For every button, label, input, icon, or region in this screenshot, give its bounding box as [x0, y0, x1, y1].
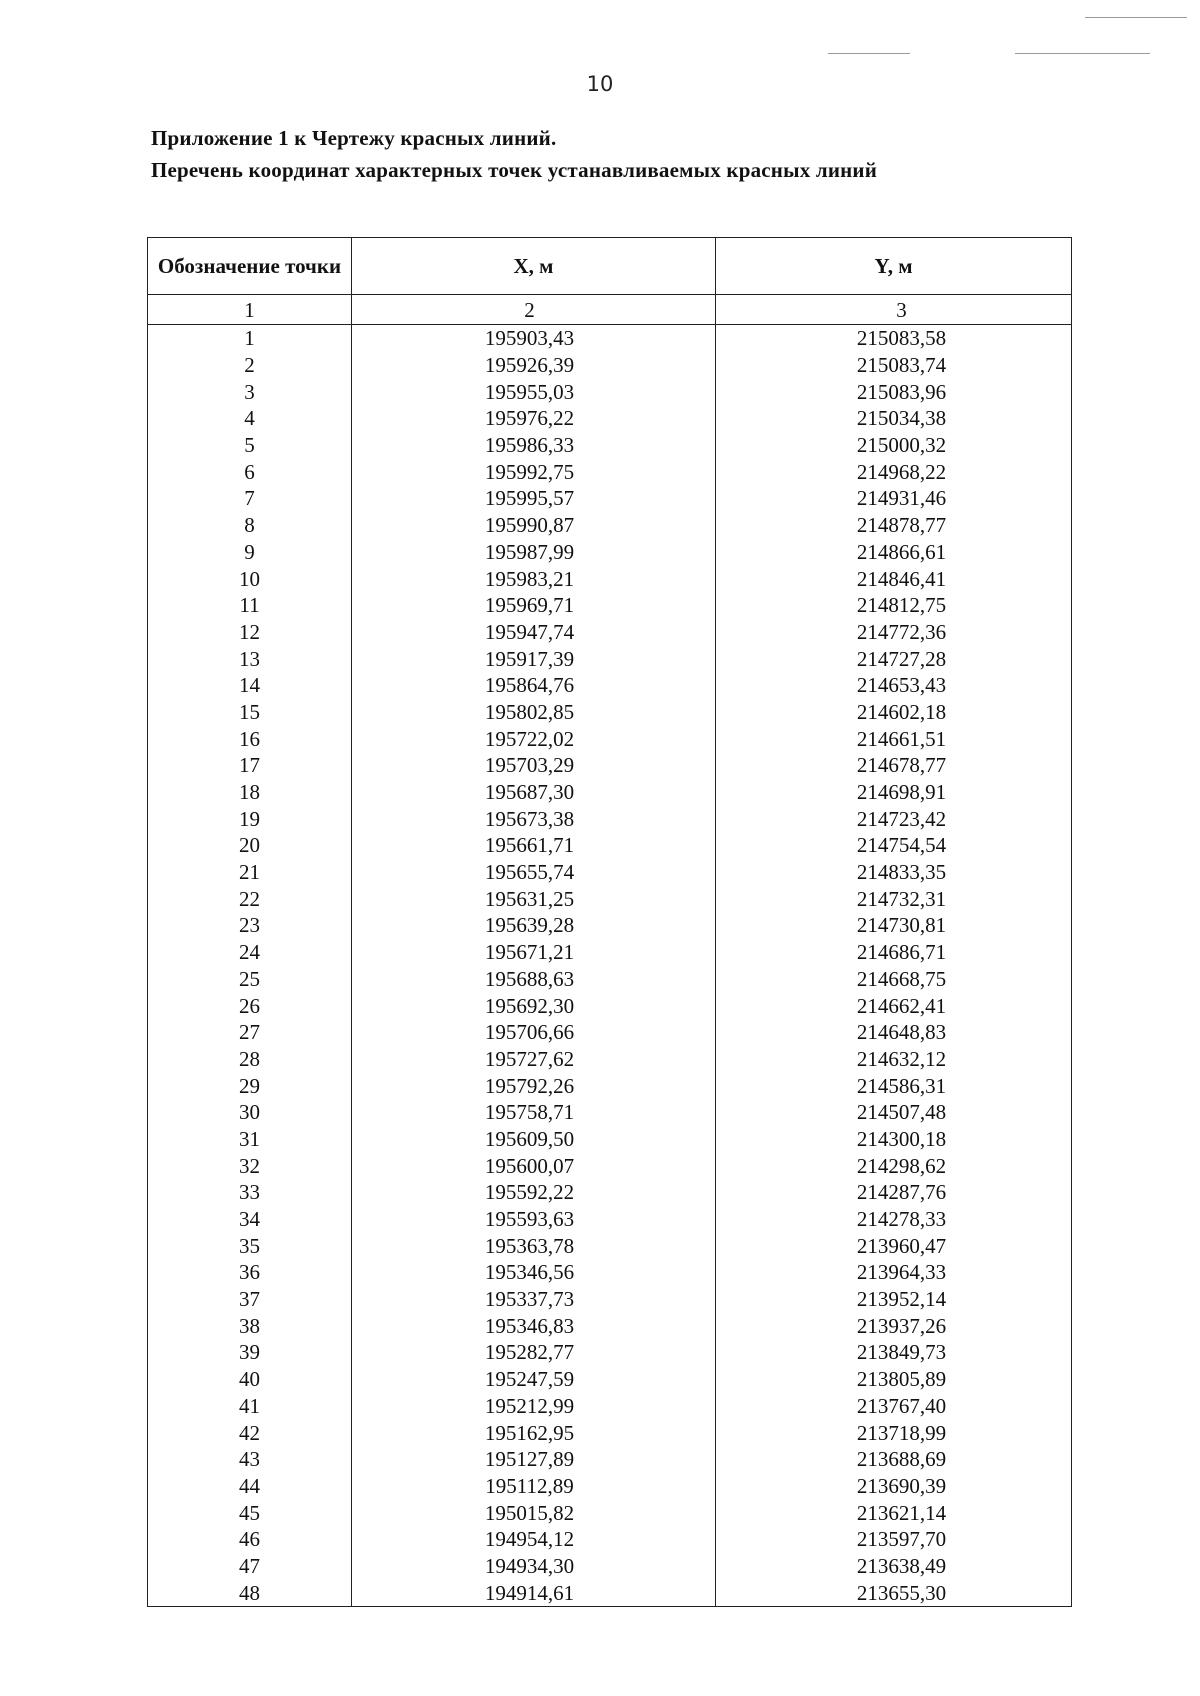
- point-id-cell: 48: [148, 1579, 352, 1606]
- x-coordinate-cell: 195903,43: [352, 325, 716, 352]
- y-coordinate-cell: 214833,35: [716, 859, 1072, 886]
- table-row: [148, 1232, 1072, 1259]
- y-coordinate-cell: 214732,31: [716, 885, 1072, 912]
- table-header: [148, 238, 1072, 325]
- point-id-cell: 42: [148, 1419, 352, 1446]
- table-row: [148, 1419, 1072, 1446]
- table-row: [148, 405, 1072, 432]
- point-id-cell: 11: [148, 592, 352, 619]
- y-coordinate-cell: 214287,76: [716, 1179, 1072, 1206]
- x-coordinate-cell: 195247,59: [352, 1366, 716, 1393]
- point-id-cell: 1: [148, 325, 352, 352]
- page-number: 10: [586, 72, 614, 96]
- y-coordinate-cell: 214931,46: [716, 485, 1072, 512]
- point-id-cell: 29: [148, 1072, 352, 1099]
- table-row: [148, 1526, 1072, 1553]
- y-coordinate-cell: 214730,81: [716, 912, 1072, 939]
- table-row: [148, 1072, 1072, 1099]
- x-coordinate-cell: 195592,22: [352, 1179, 716, 1206]
- point-id-cell: 13: [148, 645, 352, 672]
- table-row: [148, 485, 1072, 512]
- point-id-cell: 26: [148, 992, 352, 1019]
- x-coordinate-cell: 195337,73: [352, 1286, 716, 1313]
- table-row: [148, 939, 1072, 966]
- header-y: Y, м: [716, 238, 1072, 295]
- point-id-cell: 7: [148, 485, 352, 512]
- x-coordinate-cell: 195917,39: [352, 645, 716, 672]
- x-coordinate-cell: 195802,85: [352, 699, 716, 726]
- point-id-cell: 3: [148, 378, 352, 405]
- x-coordinate-cell: 195976,22: [352, 405, 716, 432]
- y-coordinate-cell: 213952,14: [716, 1286, 1072, 1313]
- x-coordinate-cell: 195631,25: [352, 885, 716, 912]
- header-point-designation: Обозначение точки: [148, 238, 352, 295]
- table-row: [148, 1019, 1072, 1046]
- table-row: [148, 966, 1072, 993]
- x-coordinate-cell: 195688,63: [352, 966, 716, 993]
- table-row: [148, 1179, 1072, 1206]
- table-row: [148, 592, 1072, 619]
- y-coordinate-cell: 213638,49: [716, 1553, 1072, 1580]
- x-coordinate-cell: 195986,33: [352, 432, 716, 459]
- point-id-cell: 45: [148, 1499, 352, 1526]
- y-coordinate-cell: 213937,26: [716, 1312, 1072, 1339]
- x-coordinate-cell: 195703,29: [352, 752, 716, 779]
- table-body: [148, 325, 1072, 1607]
- y-coordinate-cell: 213597,70: [716, 1526, 1072, 1553]
- y-coordinate-cell: 214662,41: [716, 992, 1072, 1019]
- table-row: [148, 352, 1072, 379]
- y-coordinate-cell: 214878,77: [716, 512, 1072, 539]
- y-coordinate-cell: 213688,69: [716, 1446, 1072, 1473]
- y-coordinate-cell: 213805,89: [716, 1366, 1072, 1393]
- scan-artifact-top-right-2: [1015, 53, 1150, 54]
- x-coordinate-cell: 195015,82: [352, 1499, 716, 1526]
- point-id-cell: 12: [148, 619, 352, 646]
- x-coordinate-cell: 195162,95: [352, 1419, 716, 1446]
- table-row: [148, 1446, 1072, 1473]
- x-coordinate-cell: 194954,12: [352, 1526, 716, 1553]
- y-coordinate-cell: 213690,39: [716, 1473, 1072, 1500]
- table-row: [148, 619, 1072, 646]
- x-coordinate-cell: 195926,39: [352, 352, 716, 379]
- x-coordinate-cell: 195727,62: [352, 1046, 716, 1073]
- table-row: [148, 1259, 1072, 1286]
- y-coordinate-cell: 214866,61: [716, 539, 1072, 566]
- point-id-cell: 28: [148, 1046, 352, 1073]
- point-id-cell: 16: [148, 725, 352, 752]
- x-coordinate-cell: 195112,89: [352, 1473, 716, 1500]
- y-coordinate-cell: 215083,74: [716, 352, 1072, 379]
- point-id-cell: 39: [148, 1339, 352, 1366]
- y-coordinate-cell: 214846,41: [716, 565, 1072, 592]
- x-coordinate-cell: 195346,83: [352, 1312, 716, 1339]
- x-coordinate-cell: 195346,56: [352, 1259, 716, 1286]
- y-coordinate-cell: 214298,62: [716, 1152, 1072, 1179]
- point-id-cell: 5: [148, 432, 352, 459]
- y-coordinate-cell: 214602,18: [716, 699, 1072, 726]
- x-coordinate-cell: 195706,66: [352, 1019, 716, 1046]
- table-row: [148, 565, 1072, 592]
- point-id-cell: 8: [148, 512, 352, 539]
- point-id-cell: 19: [148, 805, 352, 832]
- scan-artifact-top-right: [1085, 17, 1187, 18]
- x-coordinate-cell: 195639,28: [352, 912, 716, 939]
- y-coordinate-cell: 214968,22: [716, 458, 1072, 485]
- table-row: [148, 325, 1072, 352]
- y-coordinate-cell: 214661,51: [716, 725, 1072, 752]
- x-coordinate-cell: 195792,26: [352, 1072, 716, 1099]
- point-id-cell: 20: [148, 832, 352, 859]
- point-id-cell: 21: [148, 859, 352, 886]
- y-coordinate-cell: 214668,75: [716, 966, 1072, 993]
- table-row: [148, 432, 1072, 459]
- column-number: 2: [352, 295, 716, 325]
- table-row: [148, 378, 1072, 405]
- table-row: [148, 832, 1072, 859]
- x-coordinate-cell: 195673,38: [352, 805, 716, 832]
- point-id-cell: 14: [148, 672, 352, 699]
- y-coordinate-cell: 214698,91: [716, 779, 1072, 806]
- table-row: [148, 1099, 1072, 1126]
- heading-line-1: Приложение 1 к Чертежу красных линий.: [151, 126, 557, 150]
- table-row: [148, 699, 1072, 726]
- table-row: [148, 752, 1072, 779]
- point-id-cell: 36: [148, 1259, 352, 1286]
- x-coordinate-cell: 195593,63: [352, 1206, 716, 1233]
- y-coordinate-cell: 214586,31: [716, 1072, 1072, 1099]
- y-coordinate-cell: 213960,47: [716, 1232, 1072, 1259]
- x-coordinate-cell: 195983,21: [352, 565, 716, 592]
- y-coordinate-cell: 214772,36: [716, 619, 1072, 646]
- x-coordinate-cell: 195671,21: [352, 939, 716, 966]
- table-row: [148, 512, 1072, 539]
- y-coordinate-cell: 213621,14: [716, 1499, 1072, 1526]
- x-coordinate-cell: 195655,74: [352, 859, 716, 886]
- table-row: [148, 1366, 1072, 1393]
- table-row: [148, 672, 1072, 699]
- table-row: [148, 1579, 1072, 1606]
- x-coordinate-cell: 195212,99: [352, 1393, 716, 1420]
- x-coordinate-cell: 195987,99: [352, 539, 716, 566]
- y-coordinate-cell: 214686,71: [716, 939, 1072, 966]
- x-coordinate-cell: 195758,71: [352, 1099, 716, 1126]
- y-coordinate-cell: 214727,28: [716, 645, 1072, 672]
- heading-line-2: Перечень координат характерных точек устанавливаемых красных линий: [151, 158, 878, 182]
- y-coordinate-cell: 214278,33: [716, 1206, 1072, 1233]
- point-id-cell: 25: [148, 966, 352, 993]
- table-row: [148, 458, 1072, 485]
- y-coordinate-cell: 214648,83: [716, 1019, 1072, 1046]
- x-coordinate-cell: 195864,76: [352, 672, 716, 699]
- table-row: [148, 1393, 1072, 1420]
- point-id-cell: 43: [148, 1446, 352, 1473]
- x-coordinate-cell: 195600,07: [352, 1152, 716, 1179]
- table-row: [148, 1126, 1072, 1153]
- table-row: [148, 1286, 1072, 1313]
- point-id-cell: 4: [148, 405, 352, 432]
- table-row: [148, 1312, 1072, 1339]
- table-row: [148, 645, 1072, 672]
- header-x: X, м: [352, 238, 716, 295]
- column-number: 3: [716, 295, 1072, 325]
- table-row: [148, 539, 1072, 566]
- y-coordinate-cell: 213964,33: [716, 1259, 1072, 1286]
- x-coordinate-cell: 195687,30: [352, 779, 716, 806]
- x-coordinate-cell: 195363,78: [352, 1232, 716, 1259]
- point-id-cell: 2: [148, 352, 352, 379]
- scan-artifact-top-middle: [828, 53, 910, 54]
- point-id-cell: 22: [148, 885, 352, 912]
- point-id-cell: 27: [148, 1019, 352, 1046]
- y-coordinate-cell: 214300,18: [716, 1126, 1072, 1153]
- x-coordinate-cell: 195127,89: [352, 1446, 716, 1473]
- point-id-cell: 18: [148, 779, 352, 806]
- coordinates-table: [147, 237, 1072, 1607]
- header-row: [148, 238, 1072, 295]
- point-id-cell: 41: [148, 1393, 352, 1420]
- point-id-cell: 6: [148, 458, 352, 485]
- table-row: [148, 1206, 1072, 1233]
- x-coordinate-cell: 194914,61: [352, 1579, 716, 1606]
- point-id-cell: 15: [148, 699, 352, 726]
- x-coordinate-cell: 195609,50: [352, 1126, 716, 1153]
- table-row: [148, 1473, 1072, 1500]
- column-number: 1: [148, 295, 352, 325]
- x-coordinate-cell: 195990,87: [352, 512, 716, 539]
- y-coordinate-cell: 214812,75: [716, 592, 1072, 619]
- x-coordinate-cell: 195282,77: [352, 1339, 716, 1366]
- point-id-cell: 9: [148, 539, 352, 566]
- point-id-cell: 46: [148, 1526, 352, 1553]
- table-row: [148, 1339, 1072, 1366]
- table-row: [148, 859, 1072, 886]
- x-coordinate-cell: 195992,75: [352, 458, 716, 485]
- table-row: [148, 1499, 1072, 1526]
- y-coordinate-cell: 213767,40: [716, 1393, 1072, 1420]
- y-coordinate-cell: 213718,99: [716, 1419, 1072, 1446]
- table-row: [148, 1152, 1072, 1179]
- point-id-cell: 47: [148, 1553, 352, 1580]
- x-coordinate-cell: 195969,71: [352, 592, 716, 619]
- x-coordinate-cell: 195995,57: [352, 485, 716, 512]
- y-coordinate-cell: 214754,54: [716, 832, 1072, 859]
- x-coordinate-cell: 195947,74: [352, 619, 716, 646]
- y-coordinate-cell: 213655,30: [716, 1579, 1072, 1606]
- table-row: [148, 725, 1072, 752]
- point-id-cell: 32: [148, 1152, 352, 1179]
- x-coordinate-cell: 195955,03: [352, 378, 716, 405]
- table-row: [148, 912, 1072, 939]
- point-id-cell: 35: [148, 1232, 352, 1259]
- x-coordinate-cell: 194934,30: [352, 1553, 716, 1580]
- point-id-cell: 10: [148, 565, 352, 592]
- point-id-cell: 23: [148, 912, 352, 939]
- x-coordinate-cell: 195722,02: [352, 725, 716, 752]
- y-coordinate-cell: 214653,43: [716, 672, 1072, 699]
- y-coordinate-cell: 215000,32: [716, 432, 1072, 459]
- point-id-cell: 44: [148, 1473, 352, 1500]
- column-number-row: [148, 295, 1072, 325]
- document-heading: [151, 122, 877, 186]
- point-id-cell: 34: [148, 1206, 352, 1233]
- y-coordinate-cell: 214678,77: [716, 752, 1072, 779]
- point-id-cell: 31: [148, 1126, 352, 1153]
- point-id-cell: 17: [148, 752, 352, 779]
- y-coordinate-cell: 214507,48: [716, 1099, 1072, 1126]
- table-row: [148, 805, 1072, 832]
- y-coordinate-cell: 215083,96: [716, 378, 1072, 405]
- point-id-cell: 24: [148, 939, 352, 966]
- point-id-cell: 37: [148, 1286, 352, 1313]
- table-row: [148, 1046, 1072, 1073]
- point-id-cell: 33: [148, 1179, 352, 1206]
- x-coordinate-cell: 195692,30: [352, 992, 716, 1019]
- table-row: [148, 779, 1072, 806]
- point-id-cell: 30: [148, 1099, 352, 1126]
- table-row: [148, 992, 1072, 1019]
- table-row: [148, 1553, 1072, 1580]
- y-coordinate-cell: 215034,38: [716, 405, 1072, 432]
- y-coordinate-cell: 214632,12: [716, 1046, 1072, 1073]
- y-coordinate-cell: 215083,58: [716, 325, 1072, 352]
- table-row: [148, 885, 1072, 912]
- point-id-cell: 38: [148, 1312, 352, 1339]
- point-id-cell: 40: [148, 1366, 352, 1393]
- x-coordinate-cell: 195661,71: [352, 832, 716, 859]
- y-coordinate-cell: 213849,73: [716, 1339, 1072, 1366]
- y-coordinate-cell: 214723,42: [716, 805, 1072, 832]
